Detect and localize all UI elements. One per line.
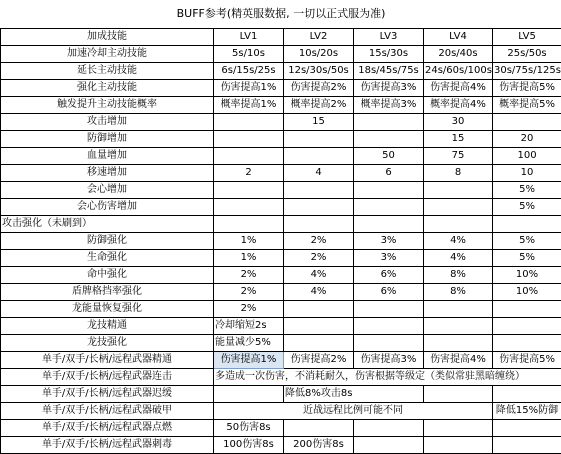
table-cell[interactable]: 10: [493, 165, 561, 182]
table-cell[interactable]: 15: [284, 114, 354, 131]
table-cell[interactable]: 降低15%防御: [493, 403, 561, 420]
table-row: [1, 80, 561, 97]
table-cell[interactable]: 4%: [284, 284, 354, 301]
table-cell[interactable]: 2: [214, 165, 284, 182]
table-cell[interactable]: 3%: [354, 233, 424, 250]
table-cell[interactable]: 伤害提高5%: [493, 352, 561, 369]
table-cell[interactable]: [354, 437, 424, 454]
table-cell[interactable]: [424, 437, 493, 454]
table-cell[interactable]: 概率提高2%: [284, 97, 354, 114]
table-cell[interactable]: 10%: [493, 267, 561, 284]
table-cell[interactable]: 伤害提高3%: [354, 80, 424, 97]
table-cell[interactable]: 50伤害8s: [214, 420, 284, 437]
table-cell[interactable]: [214, 131, 284, 148]
table-row: [1, 301, 561, 318]
table-cell[interactable]: 5%: [493, 199, 561, 216]
header-cell[interactable]: LV2: [284, 29, 354, 46]
table-cell[interactable]: [354, 114, 424, 131]
skill-name-cell[interactable]: 单手/双手/长柄/远程武器点燃: [1, 420, 214, 437]
table-row: [1, 318, 561, 335]
table-cell[interactable]: 30s/75s/125s: [493, 63, 561, 80]
table-row: [1, 403, 561, 420]
table-cell[interactable]: [284, 199, 354, 216]
table-cell[interactable]: 概率提高4%: [424, 97, 493, 114]
table-cell[interactable]: 5%: [493, 250, 561, 267]
skill-name-cell[interactable]: 单手/双手/长柄/远程武器精通: [1, 352, 214, 369]
table-cell[interactable]: [214, 199, 284, 216]
table-cell[interactable]: 6%: [354, 284, 424, 301]
table-row: [1, 46, 561, 63]
table-cell[interactable]: 伤害提高2%: [284, 80, 354, 97]
table-cell[interactable]: [284, 131, 354, 148]
skill-name-cell[interactable]: 攻击强化（未刷到）: [1, 216, 214, 233]
table-cell[interactable]: [214, 182, 284, 199]
table-cell[interactable]: 2%: [284, 233, 354, 250]
table-cell[interactable]: 5%: [493, 182, 561, 199]
table-title: BUFF参考(精英服数据, 一切以正式服为准): [1, 0, 561, 29]
table-cell[interactable]: [424, 182, 493, 199]
table-cell[interactable]: [284, 420, 354, 437]
table-row: [1, 284, 561, 301]
table-row: [1, 216, 561, 233]
table-cell[interactable]: 6%: [354, 267, 424, 284]
table-cell[interactable]: [493, 114, 561, 131]
table-cell[interactable]: [424, 335, 493, 352]
skill-name-cell[interactable]: 单手/双手/长柄/远程武器迟缓: [1, 386, 214, 403]
table-cell[interactable]: [354, 335, 424, 352]
table-cell[interactable]: [354, 216, 424, 233]
table-cell[interactable]: 6s/15s/25s: [214, 63, 284, 80]
table-row: [1, 352, 561, 369]
table-row: [1, 335, 561, 352]
table-row: [1, 165, 561, 182]
table-cell[interactable]: [284, 216, 354, 233]
skill-name-cell[interactable]: 命中强化: [1, 267, 214, 284]
table-cell[interactable]: [214, 114, 284, 131]
skill-name-cell[interactable]: 龙技强化: [1, 335, 214, 352]
table-row: [1, 267, 561, 284]
table-cell[interactable]: [354, 182, 424, 199]
table-cell[interactable]: 15: [424, 131, 493, 148]
table-cell[interactable]: 10s/20s: [284, 46, 354, 63]
table-cell[interactable]: 冷却缩短2s: [214, 318, 284, 335]
table-cell[interactable]: 8: [424, 165, 493, 182]
table-cell[interactable]: 6: [354, 165, 424, 182]
skill-name-cell[interactable]: 会心增加: [1, 182, 214, 199]
table-row: [1, 369, 561, 386]
skill-name-cell[interactable]: 强化主动技能: [1, 80, 214, 97]
table-cell[interactable]: [424, 420, 493, 437]
table-cell[interactable]: 5s/10s: [214, 46, 284, 63]
table-cell[interactable]: 18s/45s/75s: [354, 63, 424, 80]
table-cell[interactable]: 伤害提高4%: [424, 352, 493, 369]
table-cell[interactable]: 伤害提高5%: [493, 80, 561, 97]
table-cell[interactable]: [284, 335, 354, 352]
table-cell[interactable]: 2%: [214, 284, 284, 301]
skill-name-cell[interactable]: 会心伤害增加: [1, 199, 214, 216]
table-cell-selected[interactable]: 伤害提高1%: [214, 352, 284, 369]
table-cell[interactable]: 100伤害8s: [214, 437, 284, 454]
table-row: [1, 250, 561, 267]
skill-name-cell[interactable]: 攻击增加: [1, 114, 214, 131]
table-cell[interactable]: [354, 199, 424, 216]
table-cell[interactable]: [424, 318, 493, 335]
table-cell[interactable]: 4: [284, 165, 354, 182]
skill-name-cell[interactable]: 防御增加: [1, 131, 214, 148]
table-cell[interactable]: 1%: [214, 233, 284, 250]
table-cell[interactable]: [493, 437, 561, 454]
table-cell[interactable]: [424, 199, 493, 216]
skill-name-cell[interactable]: 加速冷却主动技能: [1, 46, 214, 63]
table-cell[interactable]: [354, 318, 424, 335]
table-cell[interactable]: [493, 301, 561, 318]
table-row: [1, 233, 561, 250]
table-cell[interactable]: 4%: [424, 250, 493, 267]
header-row: [1, 29, 561, 46]
table-cell[interactable]: 概率提高3%: [354, 97, 424, 114]
skill-name-cell[interactable]: 单手/双手/长柄/远程武器刺毒: [1, 437, 214, 454]
table-row: [1, 114, 561, 131]
skill-name-cell[interactable]: 生命强化: [1, 250, 214, 267]
table-cell[interactable]: 2%: [214, 267, 284, 284]
table-cell[interactable]: 75: [424, 148, 493, 165]
table-cell[interactable]: 4%: [284, 267, 354, 284]
table-cell[interactable]: 100: [493, 148, 561, 165]
table-cell[interactable]: 5%: [493, 233, 561, 250]
table-cell[interactable]: 50: [354, 148, 424, 165]
table-cell[interactable]: [284, 148, 354, 165]
table-cell[interactable]: 8%: [424, 267, 493, 284]
table-cell[interactable]: [354, 131, 424, 148]
table-cell[interactable]: 伤害提高2%: [284, 352, 354, 369]
table-cell[interactable]: 2%: [214, 301, 284, 318]
skill-name-cell[interactable]: 血量增加: [1, 148, 214, 165]
table-cell[interactable]: [493, 420, 561, 437]
table-cell[interactable]: [424, 301, 493, 318]
table-cell[interactable]: 25s/50s: [493, 46, 561, 63]
title-row: [1, 0, 561, 29]
table-cell[interactable]: [284, 182, 354, 199]
table-cell[interactable]: 24s/60s/100s: [424, 63, 493, 80]
table-cell-merged[interactable]: 降低8%攻击8s: [284, 386, 424, 403]
table-cell[interactable]: [493, 335, 561, 352]
table-cell[interactable]: 200伤害8s: [284, 437, 354, 454]
table-cell[interactable]: [284, 301, 354, 318]
table-cell[interactable]: 10%: [493, 284, 561, 301]
skill-name-cell[interactable]: 龙技精通: [1, 318, 214, 335]
table-row: [1, 63, 561, 80]
table-cell[interactable]: [424, 216, 493, 233]
table-row: [1, 97, 561, 114]
skill-name-cell[interactable]: 防御强化: [1, 233, 214, 250]
skill-name-cell[interactable]: 龙能量恢复强化: [1, 301, 214, 318]
table-row: [1, 182, 561, 199]
skill-name-cell[interactable]: 单手/双手/长柄/远程武器破甲: [1, 403, 214, 420]
table-cell-merged[interactable]: 近战远程比例可能不同: [214, 403, 493, 420]
table-cell[interactable]: [214, 148, 284, 165]
skill-name-cell[interactable]: 触发提升主动技能概率: [1, 97, 214, 114]
table-cell[interactable]: 伤害提高1%: [214, 80, 284, 97]
header-cell[interactable]: LV5: [493, 29, 561, 46]
table-cell[interactable]: 15s/30s: [354, 46, 424, 63]
table-row: [1, 131, 561, 148]
table-row: [1, 420, 561, 437]
table-cell[interactable]: [493, 216, 561, 233]
table-cell[interactable]: 伤害提高4%: [424, 80, 493, 97]
header-cell[interactable]: 加成技能: [1, 29, 214, 46]
table-cell[interactable]: [354, 420, 424, 437]
table-cell[interactable]: 概率提高1%: [214, 97, 284, 114]
header-cell[interactable]: LV1: [214, 29, 284, 46]
table-cell[interactable]: 2%: [284, 250, 354, 267]
table-cell[interactable]: 8%: [424, 284, 493, 301]
table-cell[interactable]: 能量减少5%: [214, 335, 284, 352]
table-cell-merged[interactable]: 多造成一次伤害，不消耗耐久，伤害根据等级定（类似常驻黑暗缠绕）: [214, 369, 561, 386]
table-cell[interactable]: 4%: [424, 233, 493, 250]
table-row: [1, 437, 561, 454]
table-cell[interactable]: [354, 301, 424, 318]
table-cell[interactable]: 12s/30s/50s: [284, 63, 354, 80]
skill-name-cell[interactable]: 延长主动技能: [1, 63, 214, 80]
table-cell[interactable]: 20: [493, 131, 561, 148]
skill-name-cell[interactable]: 单手/双手/长柄/远程武器连击: [1, 369, 214, 386]
table-cell[interactable]: 30: [424, 114, 493, 131]
table-cell[interactable]: 3%: [354, 250, 424, 267]
table-cell[interactable]: 1%: [214, 250, 284, 267]
table-cell[interactable]: [493, 318, 561, 335]
skill-name-cell[interactable]: 移速增加: [1, 165, 214, 182]
table-cell[interactable]: 伤害提高3%: [354, 352, 424, 369]
table-cell[interactable]: 20s/40s: [424, 46, 493, 63]
skill-name-cell[interactable]: 盾牌格挡率强化: [1, 284, 214, 301]
header-cell[interactable]: LV4: [424, 29, 493, 46]
table-row: [1, 148, 561, 165]
table-cell[interactable]: [284, 318, 354, 335]
header-cell[interactable]: LV3: [354, 29, 424, 46]
table-cell[interactable]: [214, 216, 284, 233]
table-row: [1, 199, 561, 216]
table-cell[interactable]: 概率提高5%: [493, 97, 561, 114]
